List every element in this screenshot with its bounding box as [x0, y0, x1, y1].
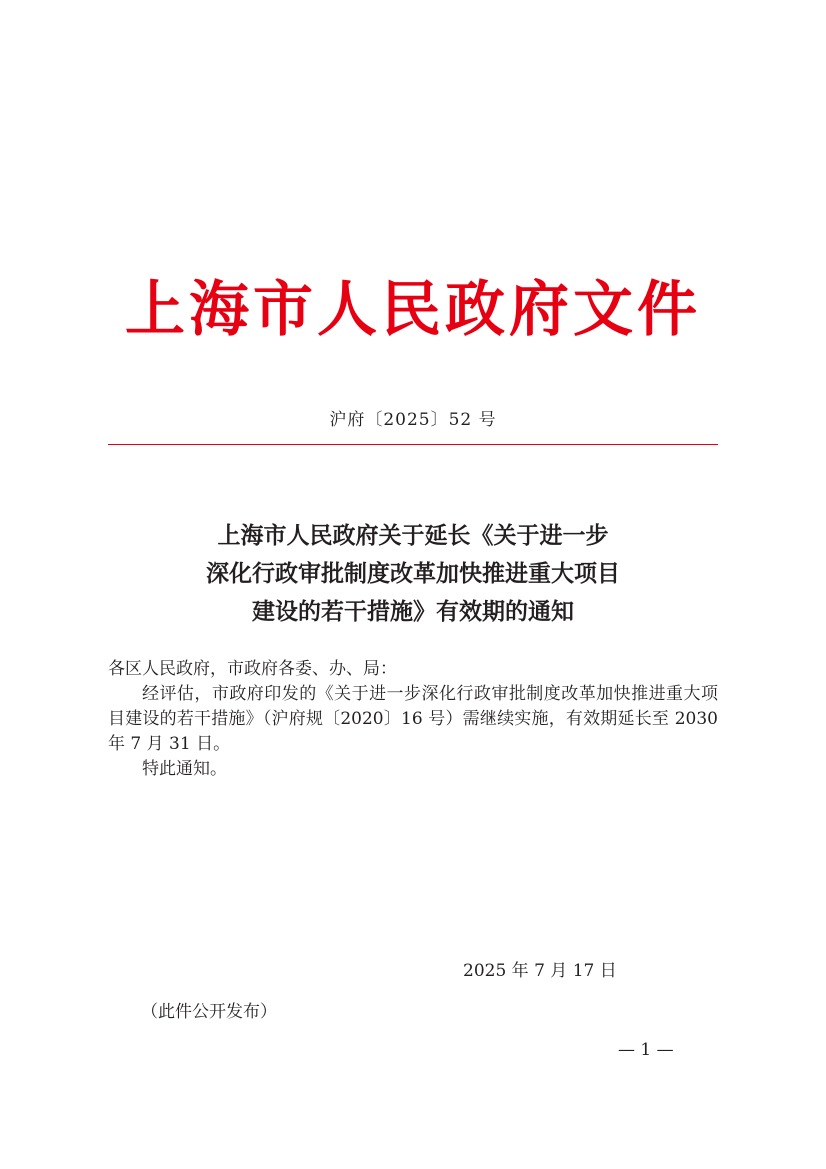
- issue-date: 2025 年 7 月 17 日: [463, 961, 617, 981]
- document-body: [108, 657, 718, 782]
- public-release-note: （此件公开发布）: [141, 1002, 277, 1022]
- document-title: [60, 517, 766, 631]
- body-paragraph-1: 经评估，市政府印发的《关于进一步深化行政审批制度改革加快推进重大项目建设的若干措施》（沪府规〔2020〕16 号）需继续实施，有效期延长至 2030 年 7 月 31 日。: [108, 684, 718, 754]
- title-line-1: 上海市人民政府关于延长《关于进一步: [217, 522, 609, 549]
- salutation: 各区人民政府，市政府各委、办、局：: [108, 659, 397, 679]
- document-number: 沪府〔2025〕52 号: [329, 410, 497, 430]
- title-line-3: 建设的若干措施》有效期的通知: [252, 598, 574, 625]
- document-masthead: 上海市人民政府文件: [125, 275, 701, 345]
- page-number: — 1 —: [618, 1040, 674, 1060]
- red-divider-rule: [108, 444, 718, 445]
- title-line-2: 深化行政审批制度改革加快推进重大项目: [206, 560, 620, 587]
- body-paragraph-2: 特此通知。: [142, 759, 227, 779]
